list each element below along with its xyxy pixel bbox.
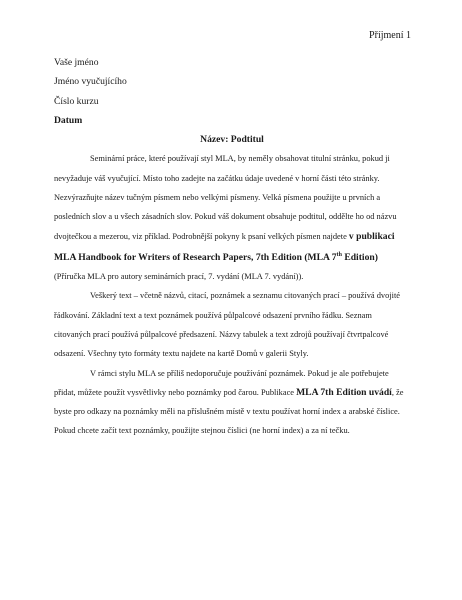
paragraph-3-text: V rámci stylu MLA se příliš nedoporučuje používání poznámek. Pokud je ale potřebujete přidat, můžete použít vysvětlivky nebo poznámky pod čarou. Publikace (54, 368, 389, 397)
document-title: Název: Podtitul (200, 134, 264, 146)
paragraph-3-text-end: , že byste pro odkazy na poznámky měli na příslušném místě v textu používat horní index a arabské číslice. Pokud chcete začít text poznámky, použijte stejnou číslici (ne horní index) a za ní tečku. (54, 387, 404, 436)
paragraph-3 (54, 364, 410, 441)
paragraph-3-bold-reference: MLA 7th Edition uvádí (296, 386, 392, 398)
paragraph-1-superscript: th (336, 251, 342, 258)
date-line: Datum (54, 114, 83, 126)
paragraph-1-bold-reference: v publikaci MLA Handbook for Writers of Research Papers, 7th Edition (MLA 7 (54, 230, 395, 263)
author-name: Vaše jméno (54, 57, 99, 68)
document-body (54, 53, 410, 441)
paragraph-1-bold-reference-end: Edition) (341, 251, 378, 263)
running-head: Příjmení 1 (369, 30, 411, 41)
paragraph-2: Veškerý text – včetně názvů, citací, poznámek a seznamu citovaných prací – používá dvojité řádkování. Základní text a text poznámek používá půlpalcové odsazení prvního řádku. Seznam citovaných prací používá půlpalcové předsazení. Názvy tabulek a text zdrojů používají čtvrtpalcové odsazení. Všechny tyto formáty textu najdete na kartě Domů v galerii Styly. (54, 291, 400, 359)
instructor-name: Jméno vyučujícího (54, 76, 127, 88)
paragraph-1-text-end: (Příručka MLA pro autory seminárních prací, 7. vydání (MLA 7. vydání)). (54, 272, 304, 282)
course-number: Číslo kurzu (54, 95, 99, 107)
paragraph-1-text: Seminární práce, které používají styl MLA, by neměly obsahovat titulní stránku, pokud ji nevyžaduje váš vyučující. Místo toho zadejte na začátku údaje uvedené v horní části této stránky. Nezvýrazňujte název tučným písmem nebo velkými písmeny. Velká písmena použijte u prvních a posledních slov a u všech zásadních slov. Pokud váš dokument obsahuje podtitul, oddělte ho od názvu dvojtečkou a mezerou, viz příklad. Podrobnější pokyny k psaní velkých písmen najdete (54, 154, 397, 241)
paragraph-1 (54, 149, 410, 286)
